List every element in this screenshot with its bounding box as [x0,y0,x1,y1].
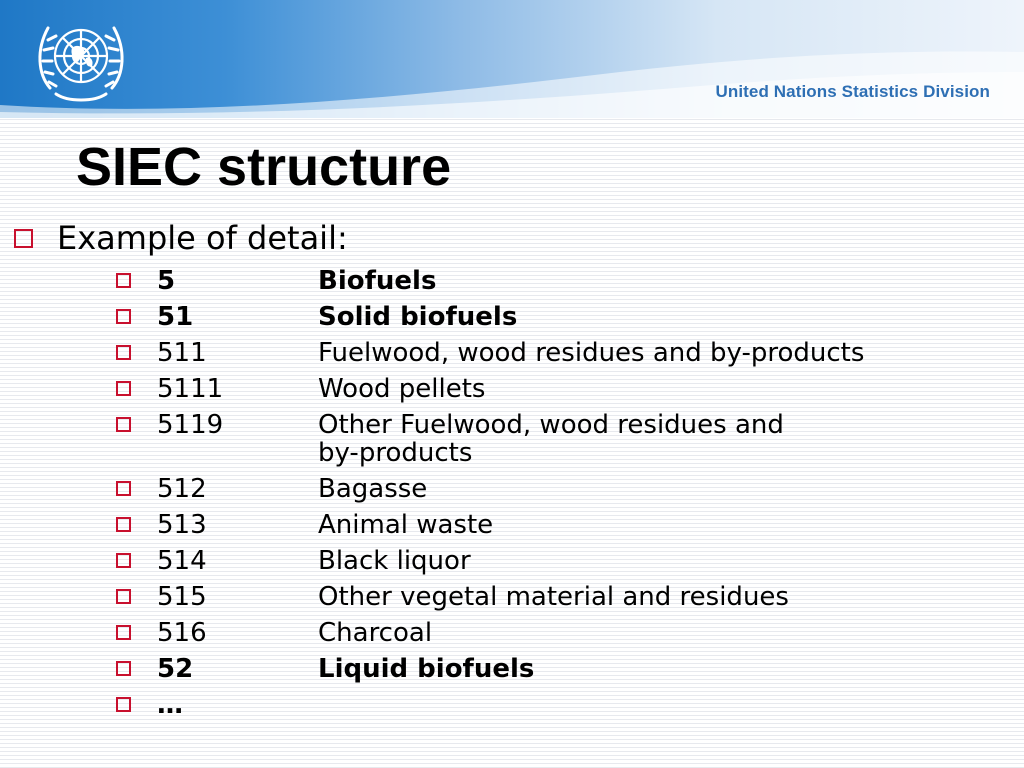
square-bullet-icon [116,345,131,360]
square-bullet-icon [14,229,33,248]
item-label: Charcoal [318,618,433,648]
item-label: Other vegetal material and residues [318,582,789,612]
slide-title: SIEC structure [76,137,452,197]
item-code: 514 [157,546,207,576]
item-label: Solid biofuels [318,302,518,332]
square-bullet-icon [116,625,131,640]
item-label: Other Fuelwood, wood residues and [318,410,784,440]
item-code: 512 [157,474,207,504]
item-code: 5111 [157,374,224,404]
item-code: … [157,690,183,720]
bullet-level-1 [14,219,348,257]
organization-name: United Nations Statistics Division [715,82,990,101]
list-item [116,372,976,408]
item-code: 5 [157,266,176,296]
item-label: Liquid biofuels [318,654,535,684]
item-code: 516 [157,618,207,648]
item-label-continuation: by-products [318,438,473,468]
item-label: Animal waste [318,510,494,540]
square-bullet-icon [116,697,131,712]
item-label: Biofuels [318,266,437,296]
item-code: 51 [157,302,194,332]
square-bullet-icon [116,553,131,568]
list-item [116,544,976,580]
square-bullet-icon [116,517,131,532]
square-bullet-icon [116,417,131,432]
list-item [116,580,976,616]
item-label: Wood pellets [318,374,486,404]
list-item [116,300,976,336]
list-item-continuation [116,436,976,472]
list-item [116,472,976,508]
item-label: Fuelwood, wood residues and by-products [318,338,865,368]
un-emblem-logo [28,10,134,108]
item-code: 511 [157,338,207,368]
square-bullet-icon [116,273,131,288]
square-bullet-icon [116,661,131,676]
square-bullet-icon [116,481,131,496]
list-item [116,688,976,724]
list-item [116,508,976,544]
header-banner [0,0,1024,118]
bullet-text: Example of detail: [57,219,348,257]
square-bullet-icon [116,309,131,324]
square-bullet-icon [116,381,131,396]
item-code: 515 [157,582,207,612]
list-item [116,264,976,300]
square-bullet-icon [116,589,131,604]
item-code: 52 [157,654,194,684]
item-label: Bagasse [318,474,428,504]
list-item [116,616,976,652]
list-item [116,652,976,688]
item-code: 5119 [157,410,224,440]
item-label: Black liquor [318,546,471,576]
list-item [116,336,976,372]
item-code: 513 [157,510,207,540]
